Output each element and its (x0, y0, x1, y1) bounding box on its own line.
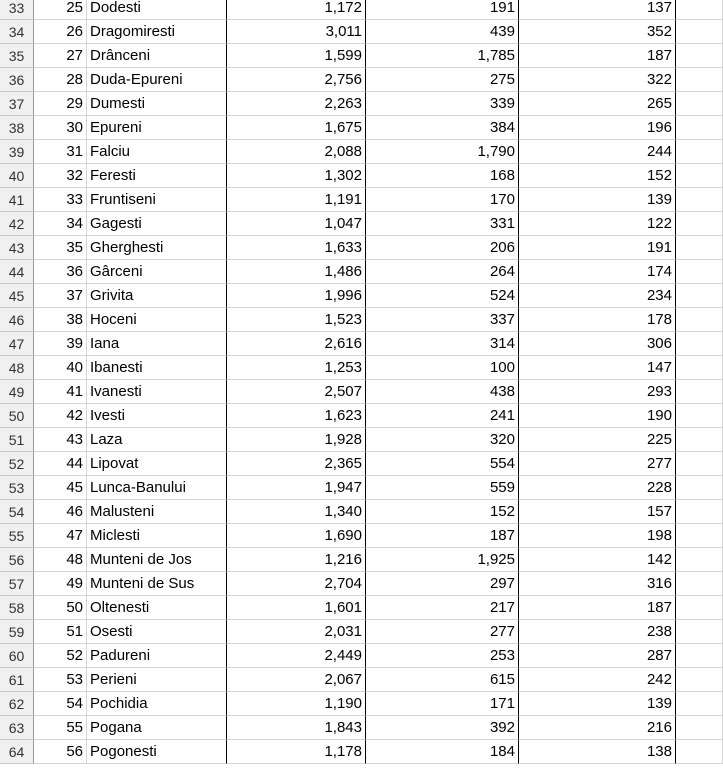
cell-index[interactable]: 31 (34, 140, 87, 164)
cell-value-3[interactable]: 238 (519, 620, 676, 644)
cell-value-2[interactable]: 170 (366, 188, 519, 212)
cell-value-2[interactable]: 554 (366, 452, 519, 476)
cell-value-2[interactable]: 339 (366, 92, 519, 116)
row-header[interactable]: 33 (0, 0, 34, 20)
cell-index[interactable]: 32 (34, 164, 87, 188)
table-row (0, 44, 723, 68)
cell-commune-name[interactable]: Dumesti (87, 92, 227, 116)
cell-empty[interactable] (676, 716, 723, 740)
cell-value-1[interactable]: 1,599 (227, 44, 366, 68)
cell-commune-name[interactable]: Munteni de Jos (87, 548, 227, 572)
row-header[interactable]: 59 (0, 620, 34, 644)
cell-commune-name[interactable]: Gagesti (87, 212, 227, 236)
cell-value-1[interactable]: 1,843 (227, 716, 366, 740)
table-row (0, 68, 723, 92)
cell-value-2[interactable]: 168 (366, 164, 519, 188)
cell-value-3[interactable]: 196 (519, 116, 676, 140)
cell-value-3[interactable]: 277 (519, 452, 676, 476)
cell-index[interactable]: 44 (34, 452, 87, 476)
cell-index[interactable]: 28 (34, 68, 87, 92)
table-row (0, 740, 723, 764)
cell-index[interactable]: 37 (34, 284, 87, 308)
cell-value-1[interactable]: 1,047 (227, 212, 366, 236)
cell-value-3[interactable]: 225 (519, 428, 676, 452)
cell-empty[interactable] (676, 476, 723, 500)
cell-value-2[interactable]: 184 (366, 740, 519, 764)
cell-empty[interactable] (676, 404, 723, 428)
cell-index[interactable]: 56 (34, 740, 87, 764)
cell-index[interactable]: 49 (34, 572, 87, 596)
cell-commune-name[interactable]: Malusteni (87, 500, 227, 524)
cell-value-1[interactable]: 2,507 (227, 380, 366, 404)
cell-commune-name[interactable]: Pochidia (87, 692, 227, 716)
cell-commune-name[interactable]: Dragomiresti (87, 20, 227, 44)
cell-empty[interactable] (676, 92, 723, 116)
cell-value-3[interactable]: 122 (519, 212, 676, 236)
cell-value-3[interactable]: 293 (519, 380, 676, 404)
cell-value-2[interactable]: 277 (366, 620, 519, 644)
row-header[interactable]: 62 (0, 692, 34, 716)
table-row (0, 716, 723, 740)
row-header[interactable]: 51 (0, 428, 34, 452)
cell-commune-name[interactable]: Laza (87, 428, 227, 452)
cell-index[interactable]: 45 (34, 476, 87, 500)
cell-commune-name[interactable]: Feresti (87, 164, 227, 188)
cell-commune-name[interactable]: Padureni (87, 644, 227, 668)
cell-value-1[interactable]: 2,031 (227, 620, 366, 644)
row-header[interactable]: 44 (0, 260, 34, 284)
row-header[interactable]: 56 (0, 548, 34, 572)
table-row (0, 476, 723, 500)
cell-index[interactable]: 29 (34, 92, 87, 116)
table-row (0, 644, 723, 668)
cell-value-1[interactable]: 1,690 (227, 524, 366, 548)
cell-value-2[interactable]: 297 (366, 572, 519, 596)
cell-value-2[interactable]: 1,925 (366, 548, 519, 572)
row-header[interactable]: 64 (0, 740, 34, 764)
cell-value-3[interactable]: 316 (519, 572, 676, 596)
cell-empty[interactable] (676, 644, 723, 668)
cell-index[interactable]: 46 (34, 500, 87, 524)
row-header[interactable]: 60 (0, 644, 34, 668)
cell-empty[interactable] (676, 572, 723, 596)
cell-empty[interactable] (676, 428, 723, 452)
cell-empty[interactable] (676, 212, 723, 236)
cell-value-1[interactable]: 2,263 (227, 92, 366, 116)
cell-value-1[interactable]: 1,675 (227, 116, 366, 140)
cell-value-2[interactable]: 615 (366, 668, 519, 692)
cell-value-2[interactable]: 439 (366, 20, 519, 44)
row-header[interactable]: 63 (0, 716, 34, 740)
cell-value-2[interactable]: 264 (366, 260, 519, 284)
cell-value-3[interactable]: 228 (519, 476, 676, 500)
table-row (0, 20, 723, 44)
cell-commune-name[interactable]: Epureni (87, 116, 227, 140)
table-row (0, 0, 723, 20)
cell-commune-name[interactable]: Gârceni (87, 260, 227, 284)
table-row (0, 380, 723, 404)
cell-empty[interactable] (676, 164, 723, 188)
cell-value-1[interactable]: 1,191 (227, 188, 366, 212)
row-header[interactable]: 35 (0, 44, 34, 68)
cell-commune-name[interactable]: Miclesti (87, 524, 227, 548)
row-header[interactable]: 49 (0, 380, 34, 404)
cell-empty[interactable] (676, 20, 723, 44)
cell-empty[interactable] (676, 116, 723, 140)
cell-commune-name[interactable]: Gherghesti (87, 236, 227, 260)
cell-value-3[interactable]: 191 (519, 236, 676, 260)
cell-value-2[interactable]: 187 (366, 524, 519, 548)
cell-commune-name[interactable]: Osesti (87, 620, 227, 644)
cell-value-1[interactable]: 1,302 (227, 164, 366, 188)
cell-empty[interactable] (676, 332, 723, 356)
table-row (0, 164, 723, 188)
cell-value-2[interactable]: 152 (366, 500, 519, 524)
cell-empty[interactable] (676, 596, 723, 620)
cell-commune-name[interactable]: Lunca-Banului (87, 476, 227, 500)
cell-value-3[interactable]: 178 (519, 308, 676, 332)
cell-value-3[interactable]: 139 (519, 188, 676, 212)
cell-value-1[interactable]: 1,996 (227, 284, 366, 308)
cell-commune-name[interactable]: Munteni de Sus (87, 572, 227, 596)
cell-index[interactable]: 30 (34, 116, 87, 140)
cell-value-2[interactable]: 217 (366, 596, 519, 620)
cell-value-1[interactable]: 1,172 (227, 0, 366, 20)
cell-commune-name[interactable]: Fruntiseni (87, 188, 227, 212)
table-row (0, 260, 723, 284)
row-header[interactable]: 41 (0, 188, 34, 212)
cell-commune-name[interactable]: Duda-Epureni (87, 68, 227, 92)
table-row (0, 524, 723, 548)
cell-value-3[interactable]: 190 (519, 404, 676, 428)
cell-value-1[interactable]: 1,633 (227, 236, 366, 260)
table-row (0, 692, 723, 716)
cell-empty[interactable] (676, 356, 723, 380)
row-header[interactable]: 54 (0, 500, 34, 524)
cell-value-2[interactable]: 1,790 (366, 140, 519, 164)
cell-commune-name[interactable]: Oltenesti (87, 596, 227, 620)
cell-index[interactable]: 40 (34, 356, 87, 380)
cell-value-3[interactable]: 187 (519, 596, 676, 620)
cell-value-3[interactable]: 244 (519, 140, 676, 164)
cell-index[interactable]: 43 (34, 428, 87, 452)
cell-value-1[interactable]: 1,623 (227, 404, 366, 428)
cell-index[interactable]: 33 (34, 188, 87, 212)
cell-commune-name[interactable]: Iana (87, 332, 227, 356)
cell-value-2[interactable]: 241 (366, 404, 519, 428)
cell-commune-name[interactable]: Ivanesti (87, 380, 227, 404)
cell-index[interactable]: 25 (34, 0, 87, 20)
cell-value-1[interactable]: 1,601 (227, 596, 366, 620)
row-header[interactable]: 57 (0, 572, 34, 596)
cell-empty[interactable] (676, 668, 723, 692)
cell-empty[interactable] (676, 68, 723, 92)
cell-value-3[interactable]: 306 (519, 332, 676, 356)
row-header[interactable]: 42 (0, 212, 34, 236)
cell-index[interactable]: 27 (34, 44, 87, 68)
table-row (0, 620, 723, 644)
row-header[interactable]: 55 (0, 524, 34, 548)
table-row (0, 452, 723, 476)
cell-index[interactable]: 41 (34, 380, 87, 404)
cell-value-2[interactable]: 331 (366, 212, 519, 236)
table-row (0, 572, 723, 596)
cell-index[interactable]: 51 (34, 620, 87, 644)
row-header[interactable]: 53 (0, 476, 34, 500)
cell-index[interactable]: 54 (34, 692, 87, 716)
cell-empty[interactable] (676, 260, 723, 284)
cell-commune-name[interactable]: Hoceni (87, 308, 227, 332)
cell-value-1[interactable]: 2,067 (227, 668, 366, 692)
table-row (0, 548, 723, 572)
cell-empty[interactable] (676, 284, 723, 308)
cell-commune-name[interactable]: Pogana (87, 716, 227, 740)
cell-value-3[interactable]: 187 (519, 44, 676, 68)
row-header[interactable]: 50 (0, 404, 34, 428)
table-row (0, 332, 723, 356)
table-row (0, 140, 723, 164)
cell-index[interactable]: 42 (34, 404, 87, 428)
cell-value-2[interactable]: 438 (366, 380, 519, 404)
cell-value-1[interactable]: 1,253 (227, 356, 366, 380)
cell-empty[interactable] (676, 380, 723, 404)
cell-empty[interactable] (676, 140, 723, 164)
cell-commune-name[interactable]: Falciu (87, 140, 227, 164)
row-header[interactable]: 61 (0, 668, 34, 692)
cell-value-1[interactable]: 1,340 (227, 500, 366, 524)
cell-commune-name[interactable]: Perieni (87, 668, 227, 692)
cell-value-3[interactable]: 139 (519, 692, 676, 716)
cell-value-3[interactable]: 152 (519, 164, 676, 188)
cell-empty[interactable] (676, 44, 723, 68)
cell-value-2[interactable]: 171 (366, 692, 519, 716)
cell-index[interactable]: 47 (34, 524, 87, 548)
row-header[interactable]: 39 (0, 140, 34, 164)
cell-value-3[interactable]: 216 (519, 716, 676, 740)
cell-value-3[interactable]: 242 (519, 668, 676, 692)
cell-index[interactable]: 55 (34, 716, 87, 740)
cell-value-1[interactable]: 2,756 (227, 68, 366, 92)
cell-empty[interactable] (676, 692, 723, 716)
cell-value-2[interactable]: 392 (366, 716, 519, 740)
row-header[interactable]: 47 (0, 332, 34, 356)
cell-value-3[interactable]: 322 (519, 68, 676, 92)
table-row (0, 188, 723, 212)
row-header[interactable]: 43 (0, 236, 34, 260)
cell-value-2[interactable]: 1,785 (366, 44, 519, 68)
cell-index[interactable]: 53 (34, 668, 87, 692)
cell-value-3[interactable]: 147 (519, 356, 676, 380)
cell-empty[interactable] (676, 548, 723, 572)
cell-value-1[interactable]: 2,088 (227, 140, 366, 164)
cell-value-2[interactable]: 337 (366, 308, 519, 332)
row-header[interactable]: 46 (0, 308, 34, 332)
cell-value-3[interactable]: 157 (519, 500, 676, 524)
row-header[interactable]: 38 (0, 116, 34, 140)
cell-value-1[interactable]: 1,178 (227, 740, 366, 764)
cell-empty[interactable] (676, 524, 723, 548)
cell-value-3[interactable]: 142 (519, 548, 676, 572)
cell-value-1[interactable]: 1,486 (227, 260, 366, 284)
cell-value-2[interactable]: 524 (366, 284, 519, 308)
cell-value-1[interactable]: 1,947 (227, 476, 366, 500)
cell-empty[interactable] (676, 500, 723, 524)
cell-value-1[interactable]: 2,365 (227, 452, 366, 476)
table-row (0, 212, 723, 236)
cell-index[interactable]: 35 (34, 236, 87, 260)
cell-index[interactable]: 26 (34, 20, 87, 44)
row-header[interactable]: 34 (0, 20, 34, 44)
cell-index[interactable]: 34 (34, 212, 87, 236)
cell-value-2[interactable]: 314 (366, 332, 519, 356)
cell-value-1[interactable]: 3,011 (227, 20, 366, 44)
cell-value-3[interactable]: 174 (519, 260, 676, 284)
cell-value-1[interactable]: 1,190 (227, 692, 366, 716)
cell-commune-name[interactable]: Pogonesti (87, 740, 227, 764)
cell-commune-name[interactable]: Ivesti (87, 404, 227, 428)
cell-empty[interactable] (676, 188, 723, 212)
cell-value-1[interactable]: 2,704 (227, 572, 366, 596)
cell-index[interactable]: 48 (34, 548, 87, 572)
cell-value-3[interactable]: 137 (519, 0, 676, 20)
cell-commune-name[interactable]: Drânceni (87, 44, 227, 68)
row-header[interactable]: 36 (0, 68, 34, 92)
cell-empty[interactable] (676, 308, 723, 332)
cell-index[interactable]: 38 (34, 308, 87, 332)
cell-value-1[interactable]: 1,523 (227, 308, 366, 332)
cell-value-2[interactable]: 559 (366, 476, 519, 500)
cell-value-1[interactable]: 1,928 (227, 428, 366, 452)
cell-index[interactable]: 36 (34, 260, 87, 284)
row-header[interactable]: 48 (0, 356, 34, 380)
cell-value-2[interactable]: 253 (366, 644, 519, 668)
cell-value-3[interactable]: 234 (519, 284, 676, 308)
table-row (0, 668, 723, 692)
row-header[interactable]: 52 (0, 452, 34, 476)
row-header[interactable]: 45 (0, 284, 34, 308)
cell-index[interactable]: 50 (34, 596, 87, 620)
cell-value-2[interactable]: 320 (366, 428, 519, 452)
table-row (0, 404, 723, 428)
table-row (0, 284, 723, 308)
cell-value-1[interactable]: 2,616 (227, 332, 366, 356)
cell-value-3[interactable]: 352 (519, 20, 676, 44)
table-row (0, 308, 723, 332)
cell-value-3[interactable]: 138 (519, 740, 676, 764)
cell-value-2[interactable]: 191 (366, 0, 519, 20)
table-row (0, 356, 723, 380)
cell-value-2[interactable]: 384 (366, 116, 519, 140)
cell-value-2[interactable]: 206 (366, 236, 519, 260)
cell-value-1[interactable]: 1,216 (227, 548, 366, 572)
cell-value-1[interactable]: 2,449 (227, 644, 366, 668)
table-row (0, 596, 723, 620)
table-row (0, 116, 723, 140)
row-header[interactable]: 37 (0, 92, 34, 116)
table-row (0, 92, 723, 116)
cell-value-3[interactable]: 265 (519, 92, 676, 116)
cell-empty[interactable] (676, 0, 723, 20)
cell-commune-name[interactable]: Ibanesti (87, 356, 227, 380)
cell-commune-name[interactable]: Grivita (87, 284, 227, 308)
row-header[interactable]: 58 (0, 596, 34, 620)
cell-commune-name[interactable]: Lipovat (87, 452, 227, 476)
cell-value-2[interactable]: 275 (366, 68, 519, 92)
cell-value-3[interactable]: 287 (519, 644, 676, 668)
cell-empty[interactable] (676, 236, 723, 260)
table-row (0, 500, 723, 524)
table-row (0, 428, 723, 452)
cell-index[interactable]: 52 (34, 644, 87, 668)
cell-empty[interactable] (676, 620, 723, 644)
cell-empty[interactable] (676, 740, 723, 764)
cell-value-3[interactable]: 198 (519, 524, 676, 548)
cell-value-2[interactable]: 100 (366, 356, 519, 380)
cell-empty[interactable] (676, 452, 723, 476)
table-row (0, 236, 723, 260)
row-header[interactable]: 40 (0, 164, 34, 188)
cell-commune-name[interactable]: Dodesti (87, 0, 227, 20)
cell-index[interactable]: 39 (34, 332, 87, 356)
